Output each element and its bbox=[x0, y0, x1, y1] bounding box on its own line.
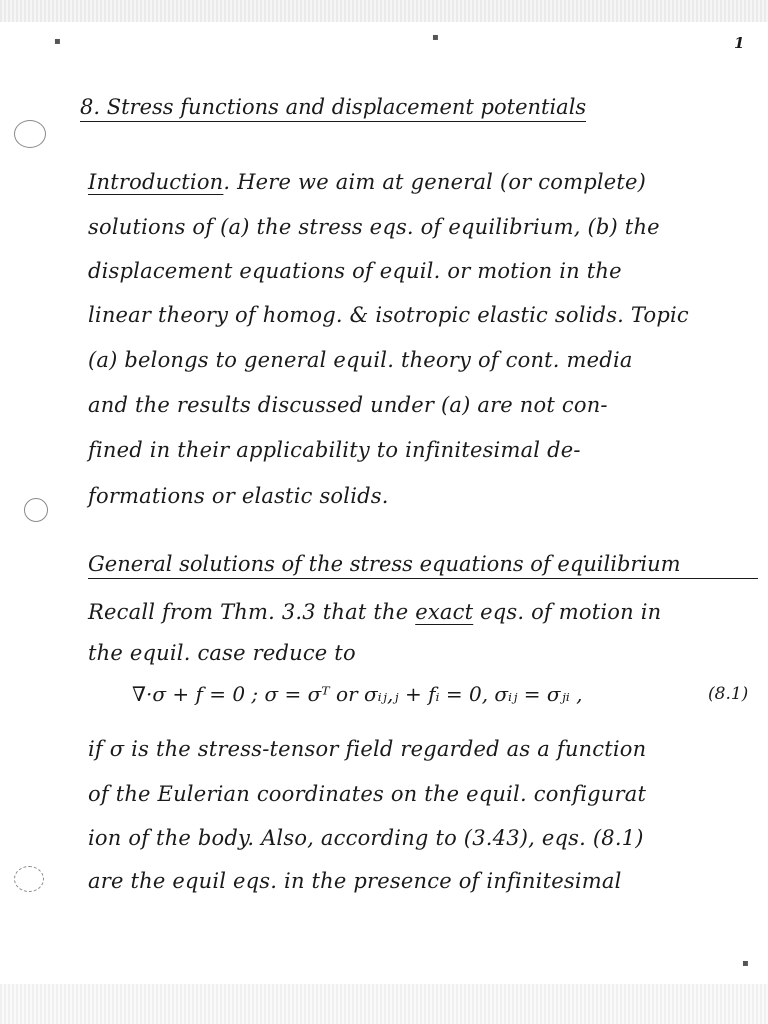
scan-mark: ▪ bbox=[54, 36, 61, 47]
body-line-text: Recall from Thm. 3.3 that the bbox=[88, 600, 416, 624]
scan-border-bottom bbox=[0, 984, 768, 1024]
equation-number: (8.1) bbox=[708, 684, 749, 704]
scan-mark: ▪ bbox=[432, 32, 439, 43]
intro-line: formations or elastic solids. bbox=[88, 484, 389, 508]
scan-border-top bbox=[0, 0, 768, 22]
body-line: the equil. case reduce to bbox=[88, 641, 356, 665]
body-line: ion of the body. Also, according to (3.43), eqs. (8.1) bbox=[88, 826, 644, 850]
intro-title: Introduction bbox=[88, 170, 224, 194]
body-line: are the equil eqs. in the presence of infinitesimal bbox=[88, 869, 622, 893]
page-number: 1 bbox=[734, 34, 745, 52]
scan-mark: ▪ bbox=[742, 958, 749, 969]
body-line bbox=[88, 600, 768, 624]
intro-line bbox=[88, 170, 768, 194]
punch-hole-bottom bbox=[14, 866, 44, 892]
body-line-text: eqs. of motion in bbox=[473, 600, 662, 624]
equation-8-1: ∇·σ + f = 0 ; σ = σᵀ or σᵢⱼ,ⱼ + fᵢ = 0, σᵢⱼ = σⱼᵢ , bbox=[132, 682, 583, 706]
body-line: of the Eulerian coordinates on the equil. configurat bbox=[88, 782, 647, 806]
body-line: if σ is the stress-tensor field regarded as a function bbox=[88, 737, 647, 761]
intro-line: linear theory of homog. & isotropic elastic solids. Topic bbox=[88, 303, 689, 327]
subsection-heading: General solutions of the stress equations of equilibrium bbox=[88, 552, 758, 579]
intro-line: (a) belongs to general equil. theory of cont. media bbox=[88, 348, 633, 372]
intro-line: and the results discussed under (a) are not con- bbox=[88, 393, 608, 417]
emphasis-exact: exact bbox=[415, 600, 474, 624]
intro-line: solutions of (a) the stress eqs. of equilibrium, (b) the bbox=[88, 215, 660, 239]
section-heading: 8. Stress functions and displacement potentials bbox=[80, 95, 586, 122]
intro-line: fined in their applicability to infinitesimal de- bbox=[88, 438, 581, 462]
punch-hole-top bbox=[14, 120, 46, 148]
intro-line: displacement equations of equil. or motion in the bbox=[88, 259, 622, 283]
intro-line-text: . Here we aim at general (or complete) bbox=[223, 170, 647, 194]
punch-hole-middle bbox=[24, 498, 48, 522]
